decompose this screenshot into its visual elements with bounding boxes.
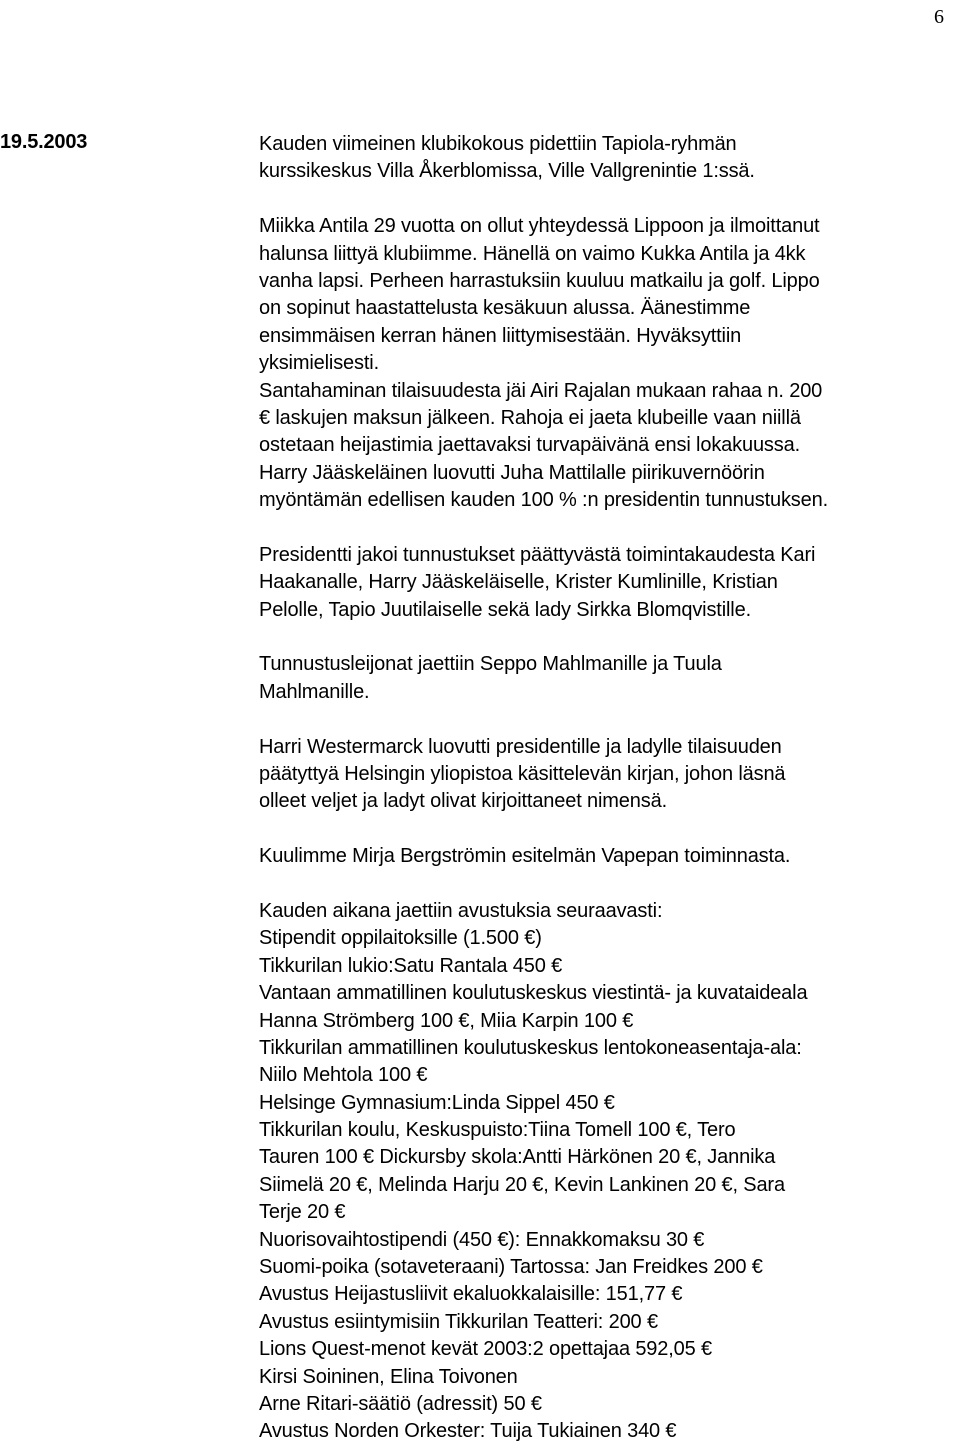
text-line: Tikkurilan ammatillinen koulutuskeskus lentokoneasentaja-ala: — [259, 1036, 802, 1059]
text-line: Niilo Mehtola 100 € — [259, 1064, 428, 1087]
text-line: Nuorisovaihtostipendi (450 €): Ennakkomaksu 30 € — [259, 1228, 705, 1251]
text-line: Avustus esiintymisiin Tikkurilan Teatteri: 200 € — [259, 1310, 658, 1333]
text-line: Presidentti jakoi tunnustukset päättyvästä toimintakaudesta Kari — [259, 543, 816, 566]
paragraph-gap — [259, 706, 959, 733]
text-line: Mahlmanille. — [259, 680, 370, 703]
page-number: 6 — [934, 6, 944, 28]
text-line: Kirsi Soininen, Elina Toivonen — [259, 1365, 518, 1388]
paragraph — [259, 734, 959, 816]
text-line: € laskujen maksun jälkeen. Rahoja ei jaeta klubeille vaan niillä — [259, 406, 801, 429]
paragraph-gap — [259, 816, 959, 843]
paragraph — [259, 213, 959, 514]
text-line: on sopinut haastattelusta kesäkuun alussa. Äänestimme — [259, 297, 751, 320]
text-line: Hanna Strömberg 100 €, Miia Karpin 100 € — [259, 1009, 634, 1032]
entry-date: 19.5.2003 — [0, 131, 88, 153]
text-line: ostetaan heijastimia jaettavaksi turvapäivänä ensi lokakuussa. — [259, 434, 801, 457]
paragraph — [259, 542, 959, 624]
entry-body — [259, 131, 959, 1446]
text-line: Avustus Heijastusliivit ekaluokkalaisille: 151,77 € — [259, 1283, 683, 1306]
text-line: Lions Quest-menot kevät 2003:2 opettajaa 592,05 € — [259, 1338, 712, 1361]
text-line: Tikkurilan koulu, Keskuspuisto:Tiina Tomell 100 €, Tero — [259, 1119, 736, 1142]
text-line: myöntämän edellisen kauden 100 % :n presidentin tunnustuksen. — [259, 489, 829, 512]
text-line: Suomi-poika (sotaveteraani) Tartossa: Jan Freidkes 200 € — [259, 1256, 763, 1279]
text-line: Tikkurilan lukio:Satu Rantala 450 € — [259, 954, 563, 977]
text-line: Stipendit oppilaitoksille (1.500 €) — [259, 927, 542, 950]
text-line: yksimielisesti. — [259, 352, 379, 375]
paragraph-gap — [259, 624, 959, 651]
text-line: Haakanalle, Harry Jääskeläiselle, Krister Kumlinille, Kristian — [259, 571, 778, 594]
text-line: Santahaminan tilaisuudesta jäi Airi Rajalan mukaan rahaa n. 200 — [259, 379, 823, 402]
text-line: Miikka Antila 29 vuotta on ollut yhteydessä Lippoon ja ilmoittanut — [259, 215, 820, 238]
text-line: Kuulimme Mirja Bergströmin esitelmän Vapepan toiminnasta. — [259, 845, 791, 868]
text-line: Kauden viimeinen klubikokous pidettiin Tapiola-ryhmän — [259, 133, 737, 155]
text-line: Tauren 100 € Dickursby skola:Antti Härkönen 20 €, Jannika — [259, 1146, 776, 1169]
text-line: Terje 20 € — [259, 1201, 346, 1224]
paragraph — [259, 651, 959, 706]
text-line: Avustus Norden Orkester: Tuija Tukiainen 340 € — [259, 1420, 677, 1443]
text-line: Arne Ritari-säätiö (adressit) 50 € — [259, 1392, 542, 1415]
text-line: Kauden aikana jaettiin avustuksia seuraavasti: — [259, 899, 663, 922]
text-line: Harry Jääskeläinen luovutti Juha Mattilalle piirikuvernöörin — [259, 461, 765, 484]
paragraph-gap — [259, 514, 959, 541]
text-line: ensimmäisen kerran hänen liittymisestään. Hyväksyttiin — [259, 324, 742, 347]
text-line: olleet veljet ja ladyt olivat kirjoittaneet nimensä. — [259, 790, 667, 813]
text-line: Siimelä 20 €, Melinda Harju 20 €, Kevin Lankinen 20 €, Sara — [259, 1173, 785, 1196]
text-line: Vantaan ammatillinen koulutuskeskus viestintä- ja kuvataideala — [259, 982, 808, 1005]
paragraph — [259, 131, 959, 186]
text-line: kurssikeskus Villa Åkerblomissa, Ville Vallgrenintie 1:ssä. — [259, 160, 755, 183]
text-line: päätyttyä Helsingin yliopistoa käsittelevän kirjan, johon läsnä — [259, 762, 786, 785]
text-line: Harri Westermarck luovutti presidentille ja ladylle tilaisuuden — [259, 735, 782, 758]
paragraph — [259, 898, 959, 1446]
text-line: halunsa liittyä klubiimme. Hänellä on vaimo Kukka Antila ja 4kk — [259, 242, 806, 265]
text-line: Helsinge Gymnasium:Linda Sippel 450 € — [259, 1091, 615, 1114]
paragraph — [259, 843, 959, 870]
text-line: vanha lapsi. Perheen harrastuksiin kuuluu matkailu ja golf. Lippo — [259, 269, 820, 292]
paragraph-gap — [259, 871, 959, 898]
text-line: Tunnustusleijonat jaettiin Seppo Mahlmanille ja Tuula — [259, 653, 722, 676]
text-line: Pelolle, Tapio Juutilaiselle sekä lady Sirkka Blomqvistille. — [259, 598, 751, 621]
paragraph-gap — [259, 186, 959, 213]
